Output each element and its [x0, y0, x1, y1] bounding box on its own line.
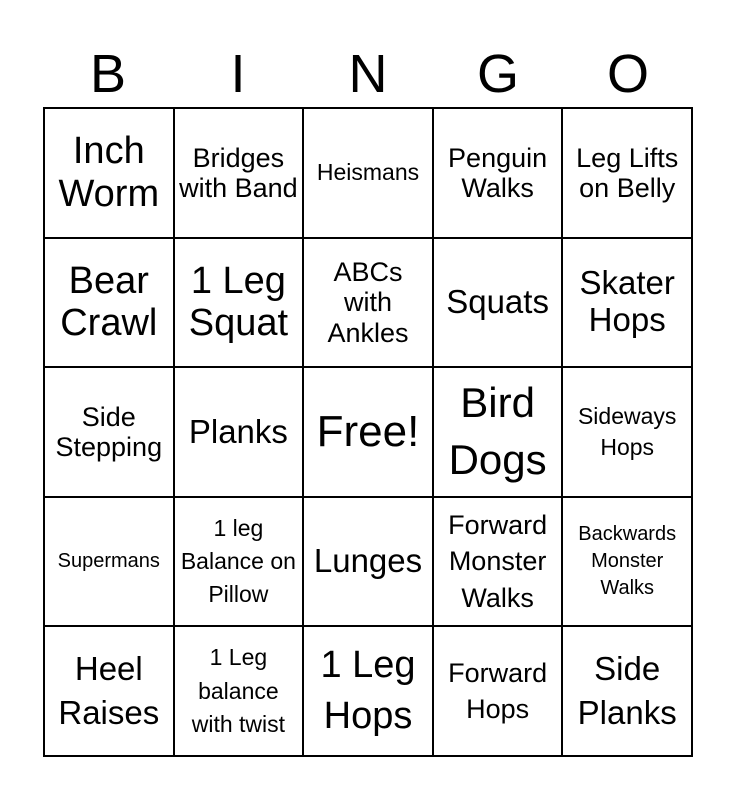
bingo-cell-r5c2[interactable]	[174, 626, 304, 756]
cell-label: Bridges with Band	[179, 142, 298, 203]
cell-label: Side Stepping	[55, 401, 163, 462]
cell-label: Heismans	[316, 158, 420, 185]
cell-label: ABCs with Ankles	[327, 257, 409, 348]
bingo-cell-r3c1[interactable]	[44, 367, 174, 497]
cell-label: 1 Leg Squat	[188, 259, 289, 345]
cell-label: Bear Crawl	[60, 259, 158, 345]
bingo-cell-r1c4[interactable]	[433, 108, 563, 238]
header-letter-n: N	[348, 44, 388, 104]
cell-label: Sideways Hops	[577, 402, 677, 460]
bingo-cell-r5c4[interactable]	[433, 626, 563, 756]
cell-label: Squats	[446, 282, 549, 320]
bingo-cell-r4c4[interactable]	[433, 497, 563, 627]
cell-label: Penguin Walks	[448, 142, 548, 203]
bingo-cell-r3c4[interactable]	[433, 367, 563, 497]
bingo-cell-r1c3[interactable]	[303, 108, 433, 238]
header-letter-g: G	[476, 44, 519, 104]
cell-label: Forward Monster Walks	[448, 509, 548, 613]
bingo-cell-r3c5[interactable]	[562, 367, 692, 497]
cell-label: Supermans	[57, 550, 160, 573]
cell-label: Inch Worm	[58, 130, 160, 215]
bingo-cell-r5c3[interactable]	[303, 626, 433, 756]
cell-label: Lunges	[313, 542, 423, 580]
bingo-cell-r5c1[interactable]	[44, 626, 174, 756]
bingo-cell-r4c1[interactable]	[44, 497, 174, 627]
bingo-cell-r2c3[interactable]	[303, 238, 433, 368]
cell-label: Heel Raises	[58, 649, 160, 732]
bingo-cell-r5c5[interactable]	[562, 626, 692, 756]
cell-label: Bird Dogs	[448, 379, 547, 483]
bingo-cell-r1c1[interactable]	[44, 108, 174, 238]
header-letter-o: O	[606, 44, 649, 104]
cell-label: Leg Lifts on Belly	[576, 142, 679, 203]
cell-label: 1 leg Balance on Pillow	[180, 514, 296, 608]
header-letter-b: B	[89, 44, 127, 104]
bingo-cell-free[interactable]	[303, 367, 433, 497]
bingo-cell-r2c4[interactable]	[433, 238, 563, 368]
bingo-cell-r3c2[interactable]	[174, 367, 304, 497]
cell-label: Planks	[188, 412, 288, 450]
bingo-cell-r1c5[interactable]	[562, 108, 692, 238]
bingo-grid	[43, 107, 693, 757]
bingo-header	[43, 40, 693, 108]
bingo-cell-r2c1[interactable]	[44, 238, 174, 368]
bingo-cell-r4c2[interactable]	[174, 497, 304, 627]
bingo-cell-r2c5[interactable]	[562, 238, 692, 368]
cell-label: Backwards Monster Walks	[578, 523, 677, 600]
cell-label: 1 Leg Hops	[320, 643, 416, 738]
cell-label: Skater Hops	[579, 264, 675, 339]
bingo-cell-r4c3[interactable]	[303, 497, 433, 627]
cell-label: Side Planks	[577, 649, 677, 732]
bingo-cell-r2c2[interactable]	[174, 238, 304, 368]
cell-label: 1 Leg balance with twist	[191, 644, 286, 737]
free-space-label: Free!	[316, 407, 420, 457]
bingo-cell-r4c5[interactable]	[562, 497, 692, 627]
header-letter-i: I	[230, 44, 246, 104]
bingo-cell-r1c2[interactable]	[174, 108, 304, 238]
cell-label: Forward Hops	[448, 657, 548, 725]
